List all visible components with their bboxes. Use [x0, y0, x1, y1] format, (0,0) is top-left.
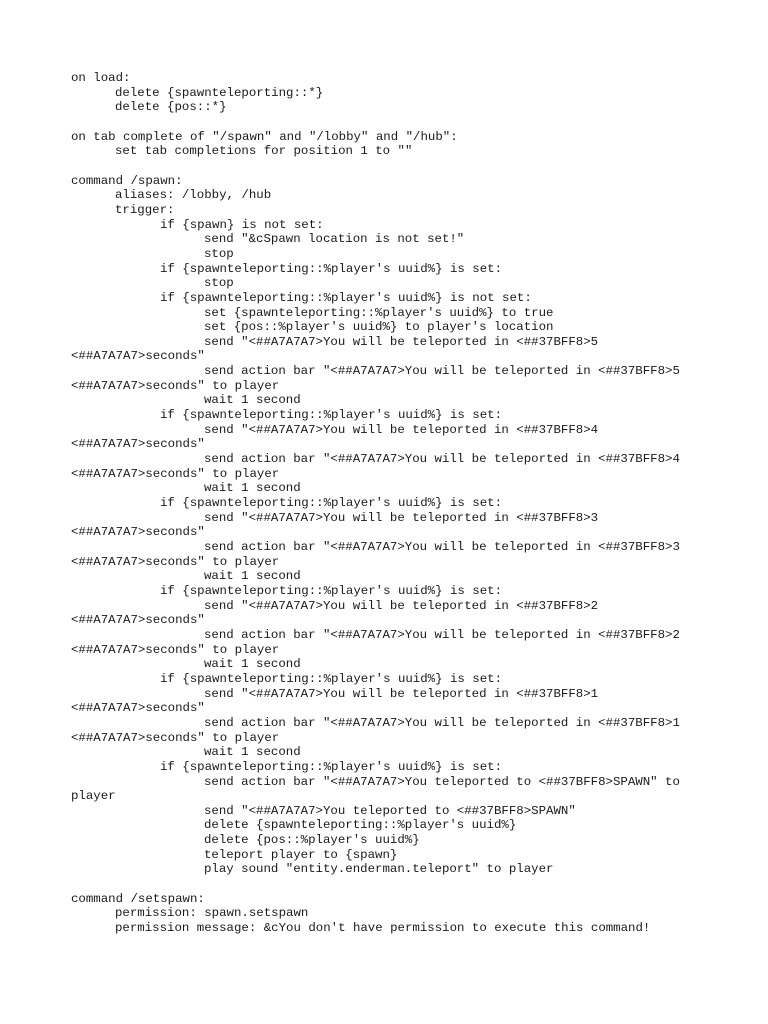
code-line: wait 1 second [204, 393, 301, 408]
blank-line [71, 115, 731, 130]
code-line: if {spawnteleporting::%player's uuid%} is set: [160, 583, 503, 598]
code-line: trigger: [115, 202, 175, 217]
code-line: delete {spawnteleporting::%player's uuid%} [204, 818, 517, 833]
code-line: if {spawnteleporting::%player's uuid%} is set: [160, 408, 503, 423]
code-line: stop [204, 246, 234, 261]
code-line: teleport player to {spawn} [204, 847, 398, 862]
code-line: wait 1 second [204, 657, 301, 672]
code-line-wrap: <##A7A7A7>seconds" [71, 701, 205, 716]
code-line-wrap: player [71, 789, 116, 804]
code-line: permission: spawn.setspawn [115, 906, 309, 921]
code-line: aliases: /lobby, /hub [115, 188, 272, 203]
code-line: command /spawn: [71, 173, 183, 188]
code-line-wrap: <##A7A7A7>seconds" to player [71, 466, 280, 481]
code-line-wrap: <##A7A7A7>seconds" to player [71, 730, 280, 745]
code-line: send "<##A7A7A7>You will be teleported in <##37BFF8>3 [204, 510, 599, 525]
code-line: on tab complete of "/spawn" and "/lobby" and "/hub": [71, 129, 458, 144]
code-line-wrap: <##A7A7A7>seconds" [71, 437, 205, 452]
code-line: stop [204, 276, 234, 291]
code-line: wait 1 second [204, 481, 301, 496]
code-line: if {spawnteleporting::%player's uuid%} is set: [160, 671, 503, 686]
code-line: set tab completions for position 1 to "" [115, 144, 413, 159]
code-line: delete {pos::*} [115, 100, 227, 115]
code-line: delete {pos::%player's uuid%} [204, 833, 420, 848]
code-line: permission message: &cYou don't have permission to execute this command! [115, 921, 651, 936]
code-line: on load: [71, 71, 131, 85]
code-line: delete {spawnteleporting::*} [115, 85, 324, 100]
code-line: send "&cSpawn location is not set!" [204, 232, 465, 247]
code-line-wrap: <##A7A7A7>seconds" [71, 349, 205, 364]
code-line: wait 1 second [204, 569, 301, 584]
code-line-wrap: <##A7A7A7>seconds" to player [71, 554, 280, 569]
blank-line [71, 159, 731, 174]
code-line: if {spawnteleporting::%player's uuid%} is not set: [160, 290, 532, 305]
blank-line [71, 877, 731, 892]
code-line: send action bar "<##A7A7A7>You will be teleported in <##37BFF8>1 [204, 715, 680, 730]
code-line: send "<##A7A7A7>You teleported to <##37BFF8>SPAWN" [204, 803, 576, 818]
code-line: send "<##A7A7A7>You will be teleported in <##37BFF8>5 [204, 334, 599, 349]
code-line: send "<##A7A7A7>You will be teleported in <##37BFF8>2 [204, 598, 599, 613]
script-code-block [71, 71, 731, 936]
code-line: if {spawn} is not set: [160, 217, 324, 232]
code-line: set {spawnteleporting::%player's uuid%} to true [204, 305, 554, 320]
code-line: send action bar "<##A7A7A7>You will be teleported in <##37BFF8>3 [204, 540, 680, 554]
code-line-wrap: <##A7A7A7>seconds" to player [71, 642, 280, 657]
code-line: send "<##A7A7A7>You will be teleported in <##37BFF8>1 [204, 686, 599, 701]
code-line: if {spawnteleporting::%player's uuid%} is set: [160, 496, 503, 511]
code-line: set {pos::%player's uuid%} to player's location [204, 320, 554, 335]
code-line: send action bar "<##A7A7A7>You teleported to <##37BFF8>SPAWN" to [204, 774, 680, 789]
code-line-wrap: <##A7A7A7>seconds" [71, 525, 205, 540]
code-line: wait 1 second [204, 745, 301, 760]
code-line: if {spawnteleporting::%player's uuid%} is set: [160, 261, 503, 276]
code-line: send action bar "<##A7A7A7>You will be teleported in <##37BFF8>5 [204, 364, 680, 379]
code-line: play sound "entity.enderman.teleport" to player [204, 862, 554, 877]
code-line-wrap: <##A7A7A7>seconds" to player [71, 378, 280, 393]
code-line: command /setspawn: [71, 891, 205, 906]
code-line: send action bar "<##A7A7A7>You will be teleported in <##37BFF8>2 [204, 627, 680, 642]
code-line: if {spawnteleporting::%player's uuid%} is set: [160, 759, 503, 774]
code-line-wrap: <##A7A7A7>seconds" [71, 613, 205, 628]
code-line: send "<##A7A7A7>You will be teleported in <##37BFF8>4 [204, 422, 599, 437]
code-line: send action bar "<##A7A7A7>You will be teleported in <##37BFF8>4 [204, 452, 680, 467]
